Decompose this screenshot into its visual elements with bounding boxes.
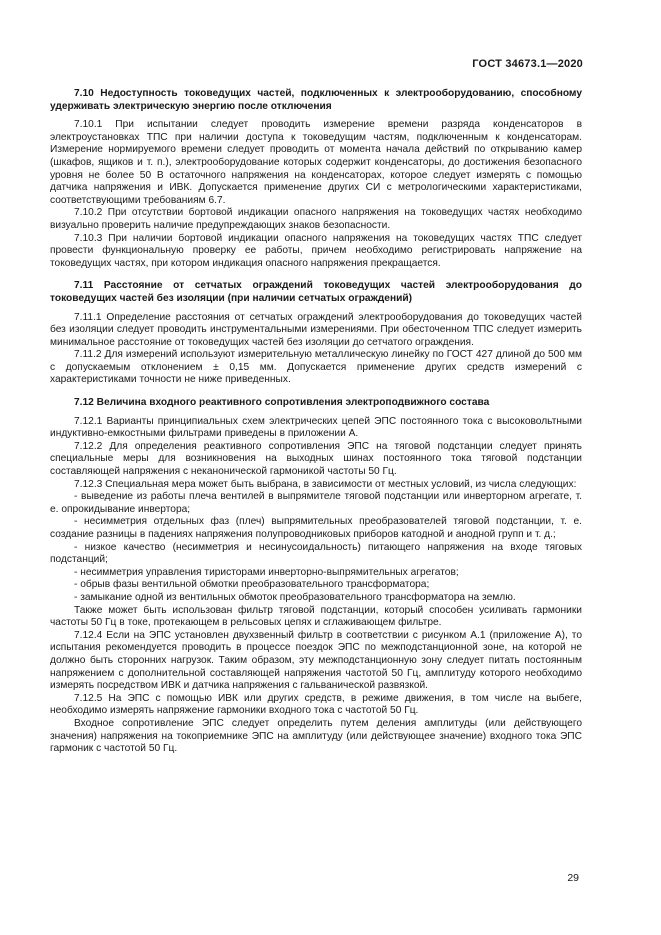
section-title-7-12: 7.12 Величина входного реактивного сопротивления электроподвижного состава [74, 397, 490, 409]
paragraph-7-10-2: 7.10.2 При отсутствии бортовой индикации опасного напряжения на токоведущих частях необходимо визуально проверить наличие предупреждающих знаков безопасности. [50, 207, 582, 231]
page-content [50, 88, 582, 756]
standard-header: ГОСТ 34673.1—2020 [472, 58, 583, 70]
paragraph-7-12-5: 7.12.5 На ЭПС с помощью ИВК или других средств, в режиме движения, в том числе на выбеге, необходимо измерять напряжение гармоники входного тока с частотой 50 Гц. [50, 692, 582, 717]
page-number: 29 [567, 872, 579, 884]
list-item: - выведение из работы плеча вентилей в выпрямителе тяговой подстанции или инверторном агрегате, т. е. опрокидывание инвертора; [50, 491, 582, 515]
paragraph-7-12-2: 7.12.2 Для определения реактивного сопротивления ЭПС на тяговой подстанции следует принять специальные меры для возникновения на выходных шинах постоянного тока тяговой подстанции составляющей напряжения с неканонической гармоникой частоты 50 Гц. [50, 440, 582, 478]
paragraph-7-10-1: 7.10.1 При испытании следует проводить измерение времени разряда конденсаторов в электроустановках ТПС при наличии доступа к токоведущим частям, подключенным к конденсаторам. Измерение нормируемого времени следует проводить от момента начала действий по открыванию камер (шкафов, ящиков и т. п.), электрооборудование которых содержит конденсаторы, до достижения безопасного уровня не более 50 В остаточного напряжения на конденсаторах, которое следует измерять с помощью датчика напряжения и ИВК. Допускается применение других СИ с метрологическими характеристиками, соответствующими требованиям 6.7. [50, 119, 582, 206]
paragraph-7-11-2: 7.11.2 Для измерений используют измерительную металлическую линейку по ГОСТ 427 длиной до 500 мм с допускаемым отклонением ± 0,15 мм. Допускается применение других средств измерений с характеристиками точности не ниже приведенных. [50, 349, 582, 386]
paragraph-7-12-3: 7.12.3 Специальная мера может быть выбрана, в зависимости от местных условий, из числа следующих: [74, 478, 577, 490]
list-item: - низкое качество (несимметрия и несинусоидальность) питающего напряжения на входе тяговых подстанций; [50, 541, 582, 566]
paragraph-7-10-3: 7.10.3 При наличии бортовой индикации опасного напряжения на токоведущих частях ТПС следует провести функциональную проверку ее работы, причем необходимо регистрировать напряжение на токоведущих частях, при котором индикация опасного напряжения прекращается. [50, 232, 582, 269]
paragraph-7-11-1: 7.11.1 Определение расстояния от сетчатых ограждений электрооборудования до токоведущих частей без изоляции следует проводить инструментальными измерениями. При обесточенном ТПС следует измерить минимальное расстояние от токоведущих частей без изоляции до сетчатого ограждения. [50, 311, 582, 348]
paragraph-input-impedance: Входное сопротивление ЭПС следует определить путем деления амплитуды (или действующего значения) напряжения на токоприемнике ЭПС на амплитуду (или действующее значение) входного тока ЭПС гармоник с частотой 50 Гц. [50, 717, 582, 755]
section-title-7-10: 7.10 Недоступность токоведущих частей, подключенных к электрооборудованию, способному удерживать электрическую энергию после отключения [50, 88, 582, 112]
paragraph-filter-note: Также может быть использован фильтр тяговой подстанции, который способен усиливать гармоники частоты 50 Гц в токе, протекающем в рельсовых цепях и сглаживающем фильтре. [50, 604, 582, 629]
list-item: - замыкание одной из вентильных обмоток преобразовательного трансформатора на землю. [74, 591, 516, 603]
paragraph-7-12-4: 7.12.4 Если на ЭПС установлен двухзвенный фильтр в соответствии с рисунком А.1 (приложение А), то испытания рекомендуется проводить в процессе поездок ЭПС по межподстанционной зоне, на которой не должно быть сторонних нагрузок. Таким образом, эту межподстанционную зону следует питать постоянным напряжением с дополнительной составляющей напряжения частотой 50 Гц, амплитуду которого необходимо измерять посредством ИВК и датчика напряжения с гальванической развязкой. [50, 629, 582, 692]
list-item: - несимметрия управления тиристорами инверторно-выпрямительных агрегатов; [74, 566, 459, 578]
paragraph-7-12-1: 7.12.1 Варианты принципиальных схем электрических цепей ЭПС постоянного тока с высоковольтными индуктивно-емкостными фильтрами приведены в приложении А. [50, 415, 582, 440]
list-item: - несимметрия отдельных фаз (плеч) выпрямительных преобразователей тяговой подстанции, т. е. создание разницы в падениях напряжения полупроводниковых приборов катодной и анодной групп и т. д.; [50, 516, 582, 540]
section-title-7-11: 7.11 Расстояние от сетчатых ограждений токоведущих частей электрооборудования до токоведущих частей без изоляции (при наличии сетчатых ограждений) [50, 280, 582, 304]
list-item: - обрыв фазы вентильной обмотки преобразовательного трансформатора; [74, 579, 430, 591]
